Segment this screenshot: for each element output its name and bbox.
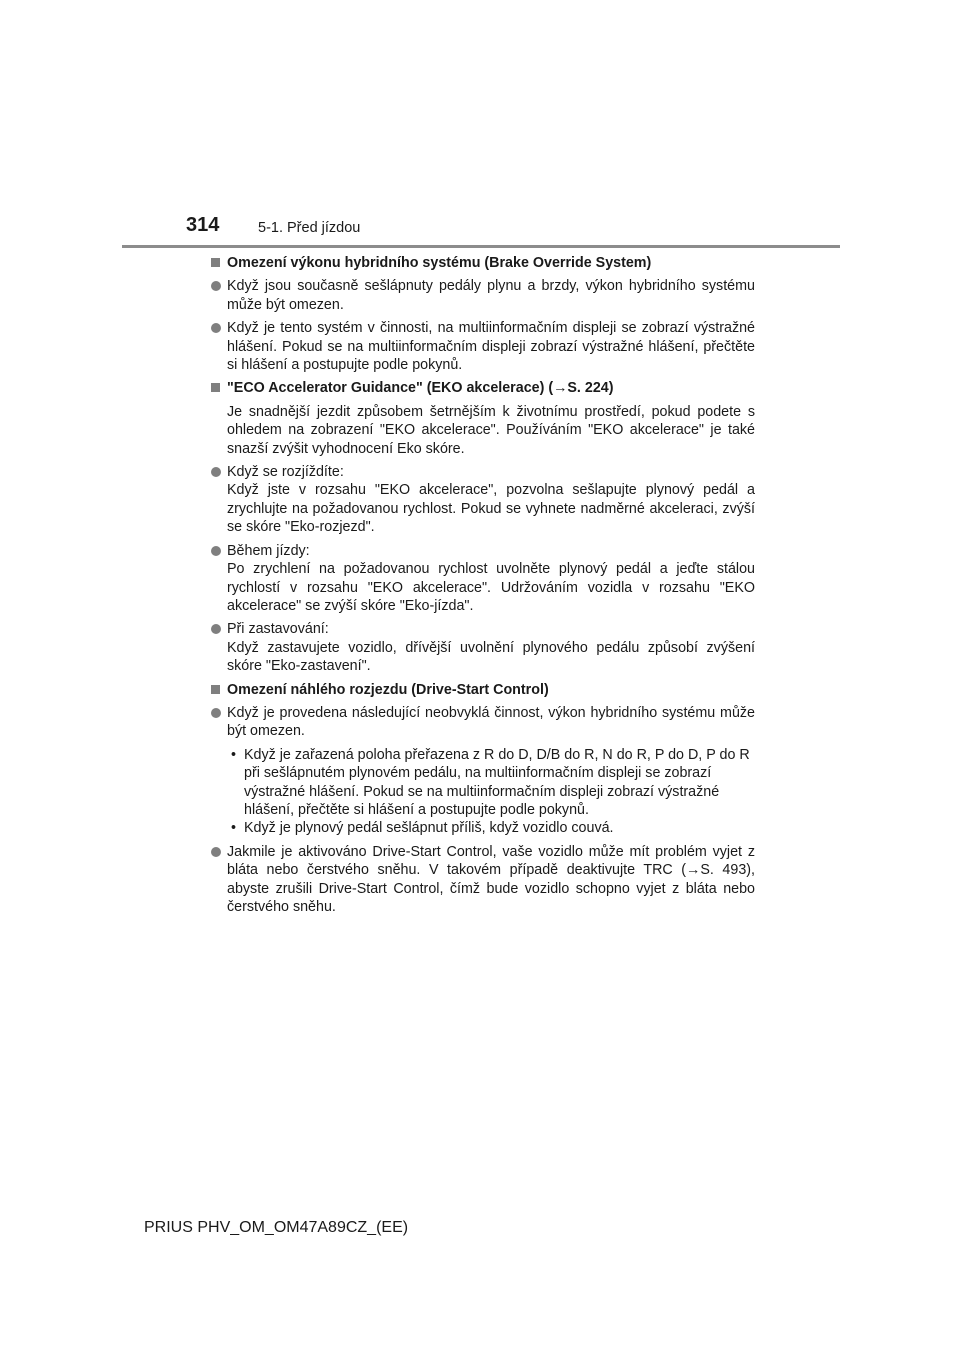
circle-bullet-icon bbox=[211, 624, 221, 634]
bullet-text: Když je provedena následující neobvyklá činnost, výkon hybridního systému může být omezen. bbox=[227, 704, 755, 740]
sub-bullet-text: Když je zařazená poloha přeřazena z R do D, D/B do R, N do R, P do D, P do R při sešlápnutém plynovém pedálu, na multiinformačním displeji se zobrazí výstražné hlášení. Pokud se na multiinformačním displeji zobrazí výstražné hlášení, přečtěte si hlášení a postupujte podle pokynů. bbox=[244, 746, 750, 818]
sub-bullet-item bbox=[210, 746, 755, 820]
bullet-title: Při zastavování: bbox=[227, 621, 329, 638]
circle-bullet-icon bbox=[211, 847, 221, 857]
square-bullet-icon bbox=[211, 258, 220, 267]
page-content bbox=[210, 254, 755, 921]
bullet-text: Když jste v rozsahu "EKO akcelerace", pozvolna sešlapujte plynový pedál a zrychlujte na požadovanou rychlost. Pokud se vyhnete nadměrné akceleraci, zvýší se skóre "Eko-rozjezd". bbox=[227, 482, 755, 536]
bullet-item bbox=[210, 843, 755, 917]
bullet-text: Po zrychlení na požadovanou rychlost uvolněte plynový pedál a jeďte stálou rychlostí v rozsahu "EKO akcelerace". Udržováním vozidla v rozsahu "EKO akcelerace" se zvýší skóre "Eko-jízda". bbox=[227, 561, 755, 614]
bullet-item bbox=[210, 620, 755, 675]
page-number: 314 bbox=[186, 214, 220, 236]
heading-brake-override bbox=[210, 254, 755, 272]
bullet-title: Když se rozjíždíte: bbox=[227, 464, 344, 481]
circle-bullet-icon bbox=[211, 708, 221, 718]
bullet-item bbox=[210, 463, 755, 537]
circle-bullet-icon bbox=[211, 546, 221, 556]
bullet-text: Když jsou současně sešlápnuty pedály plynu a brzdy, výkon hybridního systému může být omezen. bbox=[227, 278, 755, 313]
square-bullet-icon bbox=[211, 685, 220, 694]
document-code: PRIUS PHV_OM_OM47A89CZ_(EE) bbox=[144, 1219, 409, 1236]
bullet-title: Během jízdy: bbox=[227, 542, 310, 559]
page-header bbox=[0, 0, 960, 250]
bullet-text: Jakmile je aktivováno Drive-Start Control, vaše vozidlo může mít problém vyjet z bláta nebo čerstvého sněhu. V takovém případě deaktivujte TRC (→S. 493), abyste zrušili Drive-Start Control, čímž bude vozidlo schopno vyjet z bláta nebo čerstvého sněhu. bbox=[227, 843, 755, 915]
bullet-item bbox=[210, 542, 755, 616]
heading-drive-start-control bbox=[210, 681, 755, 699]
sub-bullet-mark: • bbox=[231, 746, 237, 763]
bullet-text: Když zastavujete vozidlo, dřívější uvolnění plynového pedálu způsobí zvýšení skóre "Eko-zastavení". bbox=[227, 639, 755, 675]
header-divider bbox=[122, 245, 840, 248]
heading-text: Omezení náhlého rozjezdu (Drive-Start Control) bbox=[227, 681, 549, 698]
sub-bullet-mark: • bbox=[231, 820, 237, 837]
square-bullet-icon bbox=[211, 383, 220, 392]
heading-text: "ECO Accelerator Guidance" (EKO akcelerace) (→S. 224) bbox=[227, 380, 614, 397]
bullet-item bbox=[210, 319, 755, 374]
heading-text: Omezení výkonu hybridního systému (Brake Override System) bbox=[227, 255, 652, 271]
section-title: 5-1. Před jízdou bbox=[258, 220, 361, 236]
circle-bullet-icon bbox=[211, 467, 221, 477]
bullet-item bbox=[210, 277, 755, 314]
bullet-item bbox=[210, 704, 755, 741]
circle-bullet-icon bbox=[211, 323, 221, 333]
paragraph: Je snadnější jezdit způsobem šetrnějším k životnímu prostředí, pokud podete s ohledem na zobrazení "EKO akcelerace". Používáním "EKO akcelerace" je také snazší zvýšit vyhodnocení Eko skóre. bbox=[227, 403, 755, 457]
sub-bullet-text: Když je plynový pedál sešlápnut příliš, když vozidlo couvá. bbox=[244, 820, 614, 837]
circle-bullet-icon bbox=[211, 281, 221, 291]
heading-eco-accelerator bbox=[210, 379, 755, 397]
sub-bullet-item bbox=[210, 819, 755, 837]
bullet-text: Když je tento systém v činnosti, na multiinformačním displeji se zobrazí výstražné hlášení. Pokud se na multiinformačním displeji zobrazí výstražné hlášení, přečtěte si hlášení a postupujte podle pokynů. bbox=[227, 320, 755, 374]
